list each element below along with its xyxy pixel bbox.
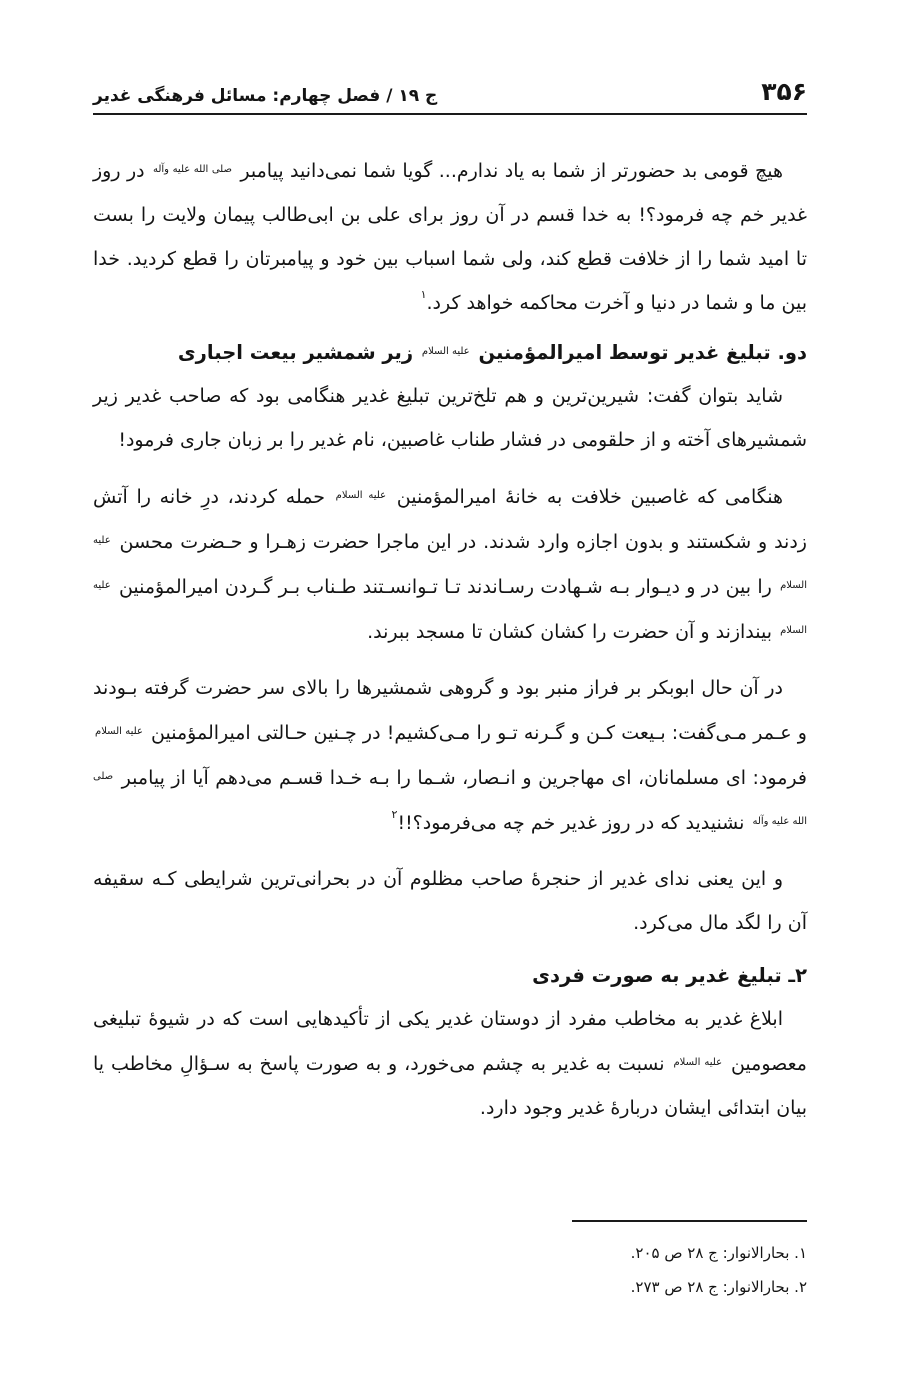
salawat-symbol: صلى الله عليه وآله <box>93 771 807 827</box>
salam-symbol: عليه السلام <box>93 535 807 591</box>
footnote-ref-2: ۲ <box>391 808 398 821</box>
text-run: ابلاغ غدیر به مخاطب مفرد از دوستان غدیر یکی از تأکیدهایی است که در شیوۀ تبلیغی معصومین <box>93 1008 807 1075</box>
running-head <box>93 70 807 106</box>
paragraph-saqifa: و این یعنی ندای غدیر از حنجرۀ صاحب مظلوم آن در بحرانی‌ترین شرایطی کـه سقیفه آن را لگد مال می‌کرد. <box>93 868 807 934</box>
salam-symbol: عليه السلام <box>673 1057 723 1068</box>
text-run: بیندازند و آن حضرت را کشان کشان تا مسجد ببرند. <box>367 621 773 643</box>
paragraph-mosque <box>93 666 807 845</box>
text-run: فرمود: ای مسلمانان، ای مهاجرین و انـصار، شـما را بـه خـدا قسـم می‌دهم آیا از پیامبر <box>121 767 807 789</box>
text-run: حمله کردند، درِ خانه را آتش زدند و شکستند و بدون اجازه وارد شدند. در این ماجرا حضرت زهـرا و حـضرت محسن <box>93 486 807 553</box>
paragraph-individual <box>93 997 807 1130</box>
footnote-1: ۱. بحارالانوار: ج ۲۸ ص ۲۰۵. <box>630 1244 807 1262</box>
text-run: هنگامی که غاصبین خلافت به خانۀ امیرالمؤمنین <box>396 486 783 508</box>
book-page <box>93 0 807 1390</box>
salam-symbol: عليه السلام <box>421 346 470 357</box>
salam-symbol: عليه السلام <box>95 726 143 737</box>
salam-symbol: عليه السلام <box>335 490 387 501</box>
text-run: نشنیدید که در روز غدیر خم چه می‌فرمود؟!! <box>397 812 745 834</box>
section-heading-do <box>93 331 807 374</box>
paragraph-intro: شاید بتوان گفت: شیرین‌ترین و هم تلخ‌ترین تبلیغ غدیر هنگامی بود که صاحب غدیر زیر شمشیرهای آخته و از حلقومی در فشار طناب غاصبین، نام غدیر را بر زبان جاری فرمود! <box>93 385 807 451</box>
footnotes <box>93 1236 807 1304</box>
heading-text: دو. تبلیغ غدیر توسط امیرالمؤمنین <box>478 341 807 364</box>
text-run: نسبت به غدیر به چشم می‌خورد، و به صورت پاسخ به سـؤالِ مخاطب یا بیان ابتدائی ایشان دربارۀ غدیر وجود دارد. <box>93 1053 807 1119</box>
paragraph-quote <box>93 148 807 325</box>
footnote-2: ۲. بحارالانوار: ج ۲۸ ص ۲۷۳. <box>630 1278 807 1296</box>
section-heading-2: ۲ـ تبلیغ غدیر به صورت فردی <box>532 964 807 987</box>
chapter-title: ج ۱۹ / فصل چهارم: مسائل فرهنگی غدیر <box>93 86 438 106</box>
text-run: در آن حال ابوبکر بر فراز منبر بود و گروهی شمشیرها را بالای سر حضرت گرفته بـودند و عـمر مـی‌گفت: بـیعت کـن و گـرنه تـو را مـی‌کشیم! در چـنین حـالتی امیرالمؤمنین <box>93 677 807 744</box>
text-run: در روز غدیر خم چه فرمود؟! به خدا قسم در آن روز برای علی بن ابی‌طالب پیمان ولایت را بست تا امید شما را از خلافت قطع کند، ولی شما اسباب بین خود و پیامبرتان را قطع کردید. خدا بین ما و شما در دنیا و آخرت محاکمه خواهد کرد. <box>93 160 807 314</box>
text-run: هیچ قومی بد حضورتر از شما به یاد ندارم... گویا شما نمی‌دانید پیامبر <box>240 160 784 182</box>
heading-text: زیر شمشیر بیعت اجباری <box>177 341 414 364</box>
page-number: ۳۵۶ <box>761 77 807 106</box>
salam-symbol: عليه السلام <box>93 580 807 636</box>
salawat-symbol: صلى الله عليه وآله <box>153 164 232 175</box>
text-run: را بین در و دیـوار بـه شـهادت رسـاندند تـا تـوانسـتند طـناب بـر گـردن امیرالمؤمنین <box>118 576 772 598</box>
footnote-divider <box>572 1220 807 1222</box>
body-text <box>93 148 807 1130</box>
header-divider <box>93 113 807 115</box>
footnote-ref-1: ۱ <box>420 288 427 301</box>
paragraph-house-attack <box>93 474 807 654</box>
